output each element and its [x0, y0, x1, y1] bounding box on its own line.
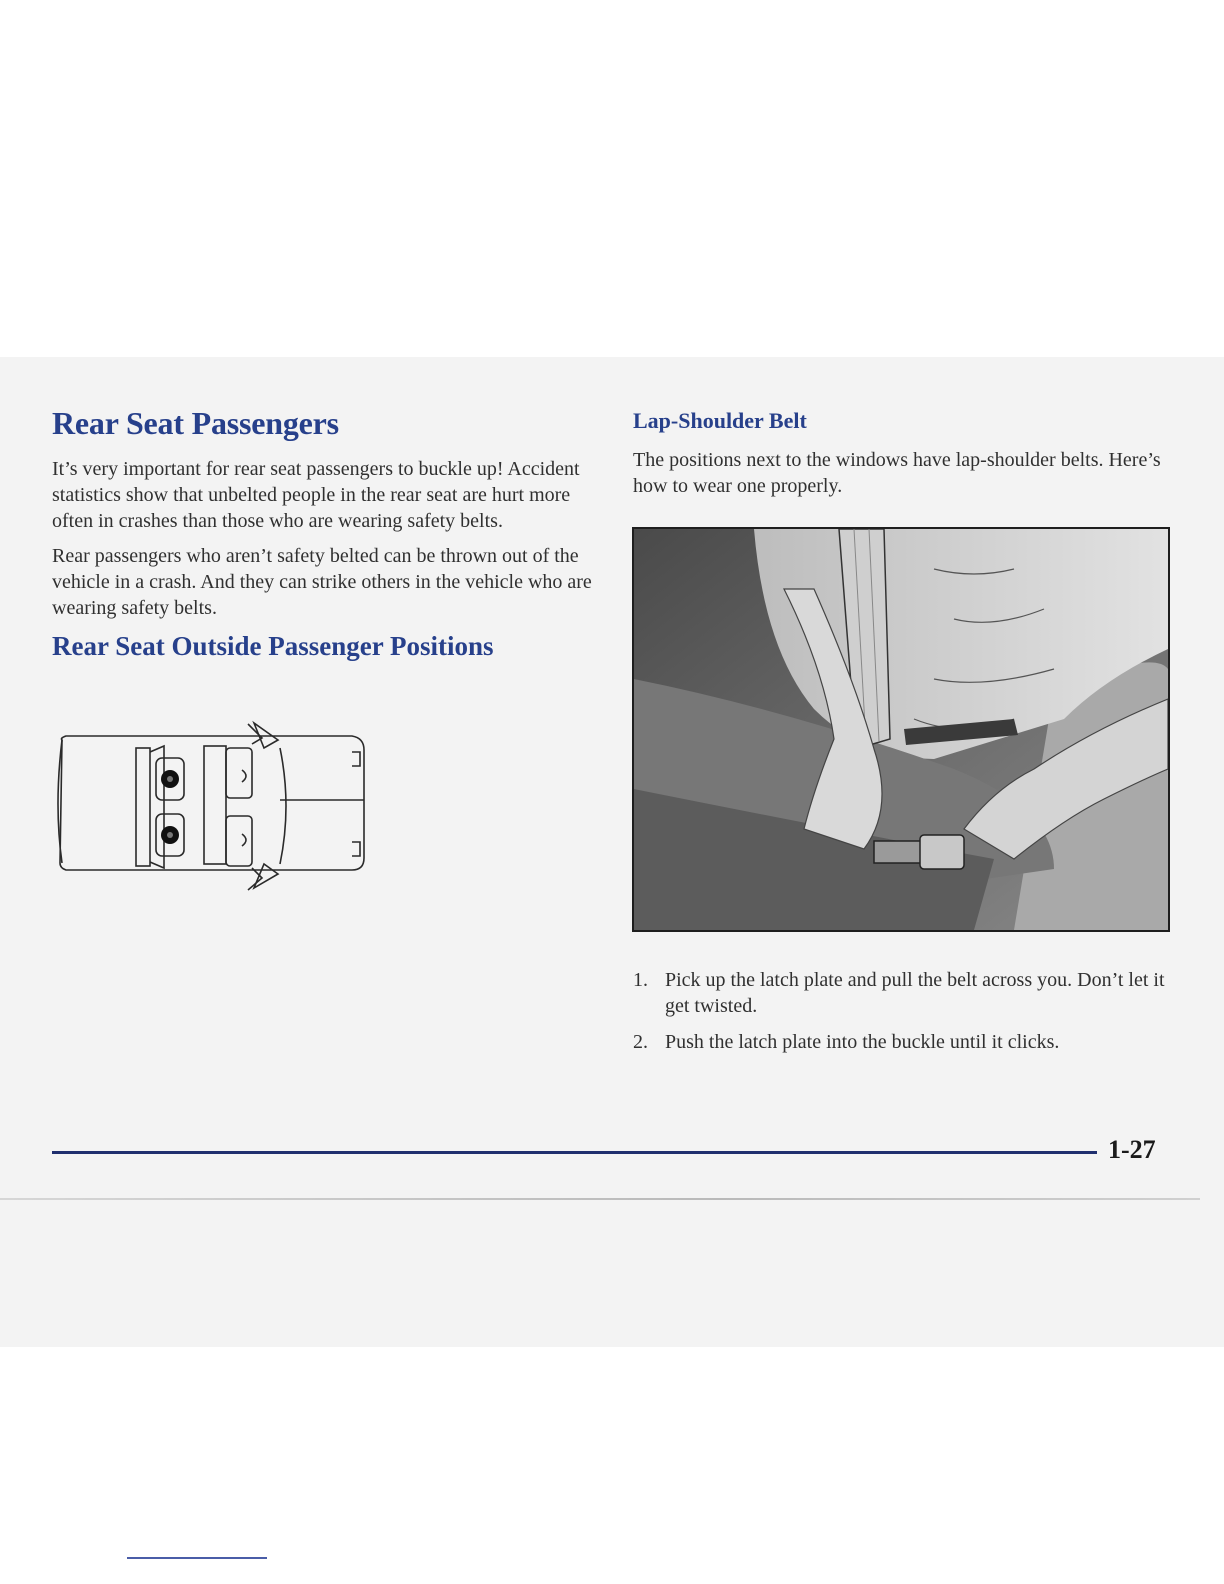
- lap-shoulder-belt-title: Lap-Shoulder Belt: [633, 408, 807, 433]
- bottom-rule: [127, 1557, 267, 1559]
- section-title: Rear Seat Passengers: [52, 405, 339, 441]
- right-column: [633, 408, 1173, 508]
- steps-list: [633, 967, 1173, 1065]
- band-bottom-rule: [0, 1198, 1200, 1200]
- car-seating-diagram: [52, 718, 372, 893]
- step-text: Push the latch plate into the buckle until it clicks.: [665, 1031, 1060, 1053]
- page-number: 1-27: [1108, 1135, 1156, 1164]
- left-column: [52, 405, 592, 662]
- step-text: Pick up the latch plate and pull the belt across you. Don’t let it get twisted.: [665, 969, 1165, 1017]
- car-body-outline: [60, 736, 364, 870]
- paragraph-2: Rear passengers who aren’t safety belted can be thrown out of the vehicle in a crash. And they can strike others in the vehicle who are wearing safety belts.: [52, 545, 592, 619]
- step-number: 1.: [633, 969, 648, 991]
- paragraph-1: It’s very important for rear seat passengers to buckle up! Accident statistics show that unbelted people in the rear seat are hurt more often in crashes than those who are wearing safety belts.: [52, 458, 580, 532]
- subsection-title: Rear Seat Outside Passenger Positions: [52, 631, 494, 661]
- lap-shoulder-intro: The positions next to the windows have lap-shoulder belts. Here’s how to wear one properly.: [633, 449, 1161, 497]
- step-item: [633, 967, 1173, 1019]
- step-item: [633, 1029, 1173, 1055]
- footer-rule: [52, 1151, 1097, 1154]
- buckling-illustration: [632, 527, 1170, 932]
- step-number: 2.: [633, 1031, 648, 1053]
